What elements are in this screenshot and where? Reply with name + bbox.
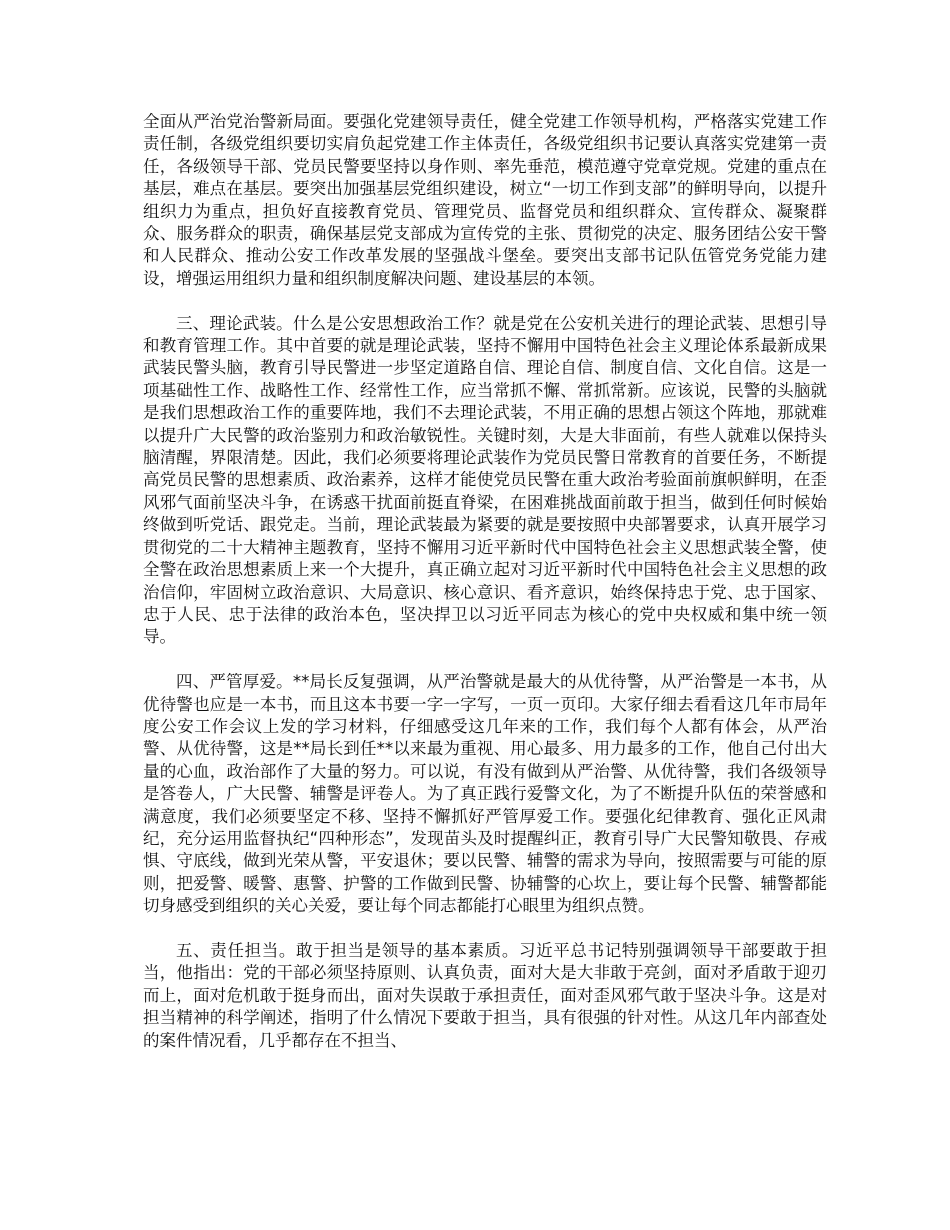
paragraph-party-building: 全面从严治党治警新局面。要强化党建领导责任，健全党建工作领导机构，严格落实党建工作责任制，各级党组织要切实肩负起党建工作主体责任，各级党组织书记要认真落实党建第一责任，各级领导干部、党员民警要坚持以身作则、率先垂范，模范遵守党章党规。党建的重点在基层，难点在基层。要突出加强基层党组织建设，树立“一切工作到支部”的鲜明导向，以提升组织力为重点，担负好直接教育党员、管理党员、监督党员和组织群众、宣传群众、凝聚群众、服务群众的职责，确保基层党支部成为宣传党的主张、贯彻党的决定、服务团结公安干警和人民群众、推动公安工作改革发展的坚强战斗堡垒。要突出支部书记队伍管党务党能力建设，增强运用组织力量和组织制度解决问题、建设基层的本领。	[143, 112, 827, 288]
paragraph-responsibility: 五、责任担当。敢于担当是领导的基本素质。习近平总书记特别强调领导干部要敢于担当，他指出：党的干部必须坚持原则、认真负责，面对大是大非敢于亮剑，面对矛盾敢于迎刃而上，面对危机敢于挺身而出，面对失误敢于承担责任，面对歪风邪气敢于坚决斗争。这是对担当精神的科学阐述，指明了什么情况下要敢于担当，具有很强的针对性。从这几年内部查处的案件情况看，几乎都存在不担当、	[143, 940, 827, 1050]
paragraph-strict-management: 四、严管厚爱。**局长反复强调，从严治警就是最大的从优待警，从严治警是一本书，从优待警也应是一本书，而且这本书要一字一字写，一页一页印。大家仔细去看看这几年市局年度公安工作会议上发的学习材料，仔细感受这几年来的工作，我们每个人都有体会，从严治警、从优待警，这是**局长到任**以来最为重视、用心最多、用力最多的工作，他自己付出大量的心血，政治部作了大量的努力。可以说，有没有做到从严治警、从优待警，我们各级领导是答卷人，广大民警、辅警是评卷人。为了真正践行爱警文化，为了不断提升队伍的荣誉感和满意度，我们必须要坚定不移、坚持不懈抓好严管厚爱工作。要强化纪律教育、强化正风肃纪，充分运用监督执纪“四种形态”，发现苗头及时提醒纠正，教育引导广大民警知敬畏、存戒惧、守底线，做到光荣从警，平安退休；要以民警、辅警的需求为导向，按照需要与可能的原则，把爱警、暖警、惠警、护警的工作做到民警、协辅警的心坎上，要让每个民警、辅警都能切身感受到组织的关心关爱，要让每个同志都能打心眼里为组织点赞。	[143, 672, 827, 916]
document-body	[143, 111, 827, 1074]
paragraph-theory-armament: 三、理论武装。什么是公安思想政治工作？就是党在公安机关进行的理论武装、思想引导和教育管理工作。其中首要的就是理论武装，坚持不懈用中国特色社会主义理论体系最新成果武装民警头脑，教育引导民警进一步坚定道路自信、理论自信、制度自信、文化自信。这是一项基础性工作、战略性工作、经常性工作，应当常抓不懈、常抓常新。应该说，民警的头脑就是我们思想政治工作的重要阵地，我们不去理论武装，不用正确的思想占领这个阵地，那就难以提升广大民警的政治鉴别力和政治敏锐性。关键时刻，大是大非面前，有些人就难以保持头脑清醒，界限清楚。因此，我们必须要将理论武装作为党员民警日常教育的首要任务，不断提高党员民警的思想素质、政治素养，这样才能使党员民警在重大政治考验面前旗帜鲜明，在歪风邪气面前坚决斗争，在诱惑干扰面前挺直脊梁，在困难挑战面前敢于担当，做到任何时候始终做到听党话、跟党走。当前，理论武装最为紧要的就是要按照中央部署要求，认真开展学习贯彻党的二十大精神主题教育，坚持不懈用习近平新时代中国特色社会主义思想武装全警，使全警在政治思想素质上来一个大提升，真正确立起对习近平新时代中国特色社会主义思想的政治信仰，牢固树立政治意识、大局意识、核心意识、看齐意识，始终保持忠于党、忠于国家、忠于人民、忠于法律的政治本色，坚决捍卫以习近平同志为核心的党中央权威和集中统一领导。	[143, 313, 827, 647]
